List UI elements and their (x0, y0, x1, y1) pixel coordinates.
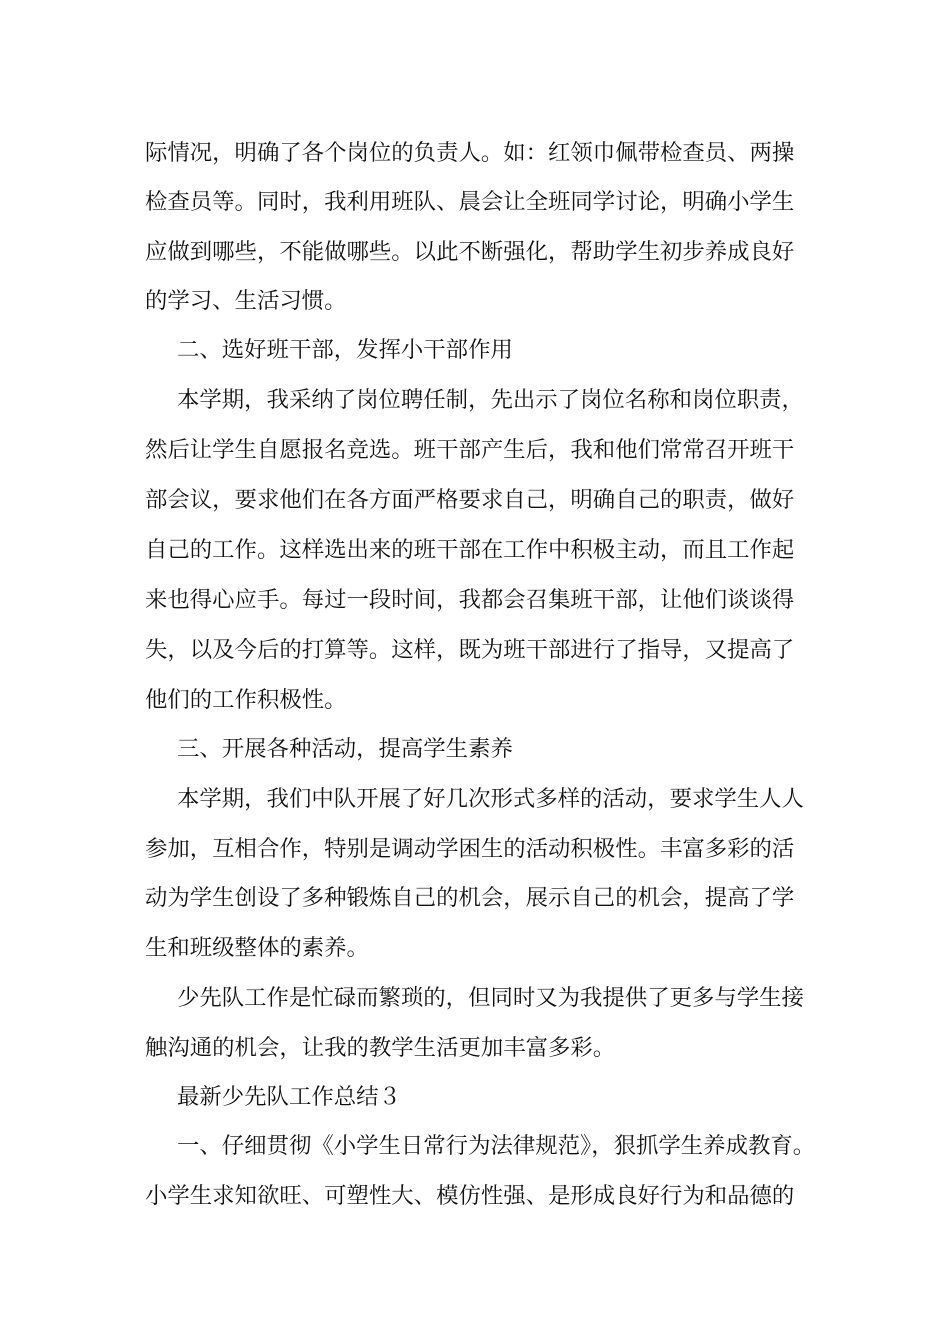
text-line: 他们的工作积极性。 (145, 687, 347, 713)
text-line: 部会议，要求他们在各方面严格要求自己，明确自己的职责，做好 (145, 487, 795, 513)
text-line: 本学期，我采纳了岗位聘任制，先出示了岗位名称和岗位职责， (177, 387, 804, 413)
text-line: 来也得心应手。每过一段时间，我都会召集班干部，让他们谈谈得 (145, 587, 795, 613)
text-line: 本学期，我们中队开展了好几次形式多样的活动，要求学生人人 (177, 786, 804, 812)
section-title: 最新少先队工作总结３ (177, 1084, 401, 1110)
section-heading: 一、仔细贯彻《小学生日常行为法律规范》，狠抓学生养成教育。 (177, 1133, 816, 1159)
text-line: 生和班级整体的素养。 (145, 935, 369, 961)
text-line: 然后让学生自愿报名竞选。班干部产生后，我和他们常常召开班干 (145, 437, 795, 463)
text-line: 检查员等。同时，我利用班队、晨会让全班同学讨论，明确小学生 (145, 189, 795, 215)
text-line: 参加，互相合作，特别是调动学困生的活动积极性。丰富多彩的活 (145, 836, 795, 862)
section-heading: 三、开展各种活动，提高学生素养 (177, 736, 513, 762)
section-heading: 二、选好班干部，发挥小干部作用 (177, 337, 513, 363)
text-line: 的学习、生活习惯。 (145, 288, 347, 314)
text-line: 小学生求知欲旺、可塑性大、模仿性强、是形成良好行为和品德的 (145, 1183, 795, 1209)
text-line: 际情况，明确了各个岗位的负责人。如：红领巾佩带检查员、两操 (145, 140, 795, 166)
text-line: 少先队工作是忙碌而繁琐的，但同时又为我提供了更多与学生接 (177, 985, 804, 1011)
text-line: 应做到哪些，不能做哪些。以此不断强化，帮助学生初步养成良好 (145, 239, 795, 265)
text-line: 失，以及今后的打算等。这样，既为班干部进行了指导，又提高了 (145, 637, 795, 663)
text-line: 动为学生创设了多种锻炼自己的机会，展示自己的机会，提高了学 (145, 885, 795, 911)
text-line: 触沟通的机会，让我的教学生活更加丰富多彩。 (145, 1035, 616, 1061)
text-line: 自己的工作。这样选出来的班干部在工作中积极主动，而且工作起 (145, 537, 795, 563)
